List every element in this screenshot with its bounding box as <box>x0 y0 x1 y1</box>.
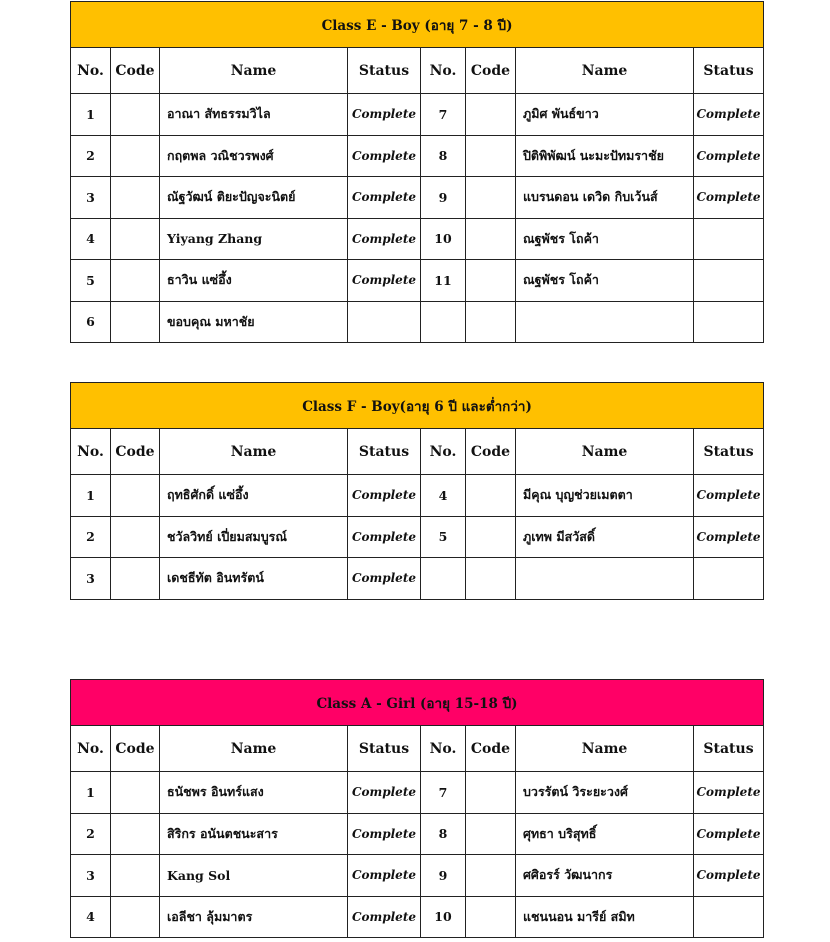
col-header-status: Status <box>694 726 764 772</box>
code-cell <box>111 218 160 260</box>
col-header-no: No. <box>71 48 111 94</box>
status-cell: Complete <box>348 896 421 938</box>
participant-name: ขอบคุณ มหาชัย <box>160 301 348 343</box>
participant-name: ชวัลวิทย์ เปี่ยมสมบูรณ์ <box>160 516 348 558</box>
participant-name: ศศิอรร์ วัฒนากร <box>516 855 694 897</box>
col-header-name: Name <box>516 429 694 475</box>
code-cell <box>111 94 160 136</box>
participant-name: ธนัชพร อินทร์แสง <box>160 772 348 814</box>
table-row <box>71 135 764 177</box>
code-cell <box>466 516 516 558</box>
participant-name: อาณา สัทธรรมวิไล <box>160 94 348 136</box>
status-cell: Complete <box>348 260 421 302</box>
table-row <box>71 772 764 814</box>
participant-name: ภูมิศ พันธ์ขาว <box>516 94 694 136</box>
status-cell <box>694 558 764 600</box>
participant-name: บวรรัตน์ วิระยะวงศ์ <box>516 772 694 814</box>
table-row <box>71 516 764 558</box>
code-cell <box>111 896 160 938</box>
row-number: 5 <box>421 516 466 558</box>
code-cell <box>466 135 516 177</box>
col-header-no: No. <box>421 48 466 94</box>
code-cell <box>111 301 160 343</box>
participant-name: Yiyang Zhang <box>160 218 348 260</box>
participant-name: เดชธีทัต อินทรัตน์ <box>160 558 348 600</box>
code-cell <box>111 558 160 600</box>
code-cell <box>466 301 516 343</box>
col-header-status: Status <box>348 48 421 94</box>
status-cell: Complete <box>348 855 421 897</box>
code-cell <box>111 260 160 302</box>
participant-name: ปิติพิพัฒน์ นะมะปัทมราชัย <box>516 135 694 177</box>
row-number: 9 <box>421 177 466 219</box>
col-header-status: Status <box>694 48 764 94</box>
row-number: 2 <box>71 135 111 177</box>
col-header-code: Code <box>111 48 160 94</box>
status-cell: Complete <box>348 135 421 177</box>
status-cell: Complete <box>694 772 764 814</box>
participant-name: แชนนอน มารีย์ สมิท <box>516 896 694 938</box>
row-number: 1 <box>71 475 111 517</box>
code-cell <box>111 813 160 855</box>
row-number: 5 <box>71 260 111 302</box>
row-number: 4 <box>71 218 111 260</box>
row-number: 2 <box>71 516 111 558</box>
col-header-code: Code <box>466 726 516 772</box>
code-cell <box>466 855 516 897</box>
status-cell: Complete <box>694 516 764 558</box>
row-number: 10 <box>421 896 466 938</box>
row-number: 4 <box>421 475 466 517</box>
code-cell <box>466 475 516 517</box>
table-row <box>71 301 764 343</box>
status-cell: Complete <box>348 558 421 600</box>
status-cell <box>694 301 764 343</box>
participant-name: เอลีชา ลุ้มมาตร <box>160 896 348 938</box>
row-number: 8 <box>421 813 466 855</box>
participant-name: ฤทธิศักดิ์ แซ่อึ้ง <box>160 475 348 517</box>
row-number: 7 <box>421 94 466 136</box>
status-cell: Complete <box>694 135 764 177</box>
table-row <box>71 260 764 302</box>
code-cell <box>466 94 516 136</box>
class-a-girl-table <box>70 679 764 938</box>
col-header-code: Code <box>111 429 160 475</box>
row-number: 8 <box>421 135 466 177</box>
code-cell <box>466 218 516 260</box>
participant-name <box>516 301 694 343</box>
row-number: 4 <box>71 896 111 938</box>
participant-name: ณฐพัชร โถค้า <box>516 260 694 302</box>
col-header-no: No. <box>71 429 111 475</box>
code-cell <box>111 177 160 219</box>
code-cell <box>466 260 516 302</box>
participant-name: ภูเทพ มีสวัสดิ์ <box>516 516 694 558</box>
col-header-status: Status <box>348 726 421 772</box>
row-number: 3 <box>71 855 111 897</box>
status-cell: Complete <box>348 772 421 814</box>
participant-name: กฤตพล วณิชวรพงศ์ <box>160 135 348 177</box>
participant-name: ธาวิน แซ่อึ้ง <box>160 260 348 302</box>
status-cell: Complete <box>348 94 421 136</box>
col-header-no: No. <box>421 429 466 475</box>
row-number: 3 <box>71 177 111 219</box>
status-cell <box>694 218 764 260</box>
row-number: 1 <box>71 94 111 136</box>
col-header-name: Name <box>160 48 348 94</box>
status-cell <box>694 896 764 938</box>
code-cell <box>111 516 160 558</box>
table-row <box>71 94 764 136</box>
code-cell <box>111 772 160 814</box>
col-header-code: Code <box>466 429 516 475</box>
col-header-name: Name <box>160 726 348 772</box>
row-number: 9 <box>421 855 466 897</box>
col-header-name: Name <box>516 726 694 772</box>
col-header-name: Name <box>516 48 694 94</box>
row-number: 7 <box>421 772 466 814</box>
participant-name: แบรนดอน เดวิด กิบเว้นส์ <box>516 177 694 219</box>
row-number: 1 <box>71 772 111 814</box>
table-row <box>71 475 764 517</box>
participant-name: ณัฐวัฒน์ ติยะปัญจะนิตย์ <box>160 177 348 219</box>
col-header-code: Code <box>111 726 160 772</box>
table-title: Class F - Boy(อายุ 6 ปี และต่ำกว่า) <box>71 383 764 429</box>
participant-name: มีคุณ บุญช่วยเมตตา <box>516 475 694 517</box>
code-cell <box>466 177 516 219</box>
col-header-code: Code <box>466 48 516 94</box>
table-title: Class A - Girl (อายุ 15-18 ปี) <box>71 680 764 726</box>
status-cell: Complete <box>348 813 421 855</box>
row-number <box>421 301 466 343</box>
status-cell: Complete <box>348 218 421 260</box>
table-row <box>71 896 764 938</box>
code-cell <box>111 135 160 177</box>
code-cell <box>466 772 516 814</box>
status-cell: Complete <box>694 855 764 897</box>
col-header-no: No. <box>71 726 111 772</box>
table-row <box>71 558 764 600</box>
row-number: 11 <box>421 260 466 302</box>
status-cell: Complete <box>694 475 764 517</box>
code-cell <box>466 896 516 938</box>
table-row <box>71 177 764 219</box>
participant-name: ณฐพัชร โถค้า <box>516 218 694 260</box>
table-row <box>71 218 764 260</box>
col-header-name: Name <box>160 429 348 475</box>
row-number: 10 <box>421 218 466 260</box>
table-row <box>71 813 764 855</box>
status-cell <box>348 301 421 343</box>
class-f-boy-table <box>70 382 764 600</box>
status-cell <box>694 260 764 302</box>
code-cell <box>111 475 160 517</box>
code-cell <box>466 558 516 600</box>
table-row <box>71 855 764 897</box>
participant-name: สิริกร อนันตชนะสาร <box>160 813 348 855</box>
status-cell: Complete <box>348 177 421 219</box>
code-cell <box>466 813 516 855</box>
table-title: Class E - Boy (อายุ 7 - 8 ปี) <box>71 2 764 48</box>
participant-name <box>516 558 694 600</box>
row-number: 2 <box>71 813 111 855</box>
status-cell: Complete <box>694 94 764 136</box>
row-number <box>421 558 466 600</box>
row-number: 3 <box>71 558 111 600</box>
participant-name: Kang Sol <box>160 855 348 897</box>
code-cell <box>111 855 160 897</box>
col-header-status: Status <box>348 429 421 475</box>
status-cell: Complete <box>348 475 421 517</box>
participant-name: ศุทธา บริสุทธิ์ <box>516 813 694 855</box>
status-cell: Complete <box>348 516 421 558</box>
status-cell: Complete <box>694 177 764 219</box>
col-header-no: No. <box>421 726 466 772</box>
status-cell: Complete <box>694 813 764 855</box>
class-e-boy-table <box>70 1 764 343</box>
row-number: 6 <box>71 301 111 343</box>
col-header-status: Status <box>694 429 764 475</box>
